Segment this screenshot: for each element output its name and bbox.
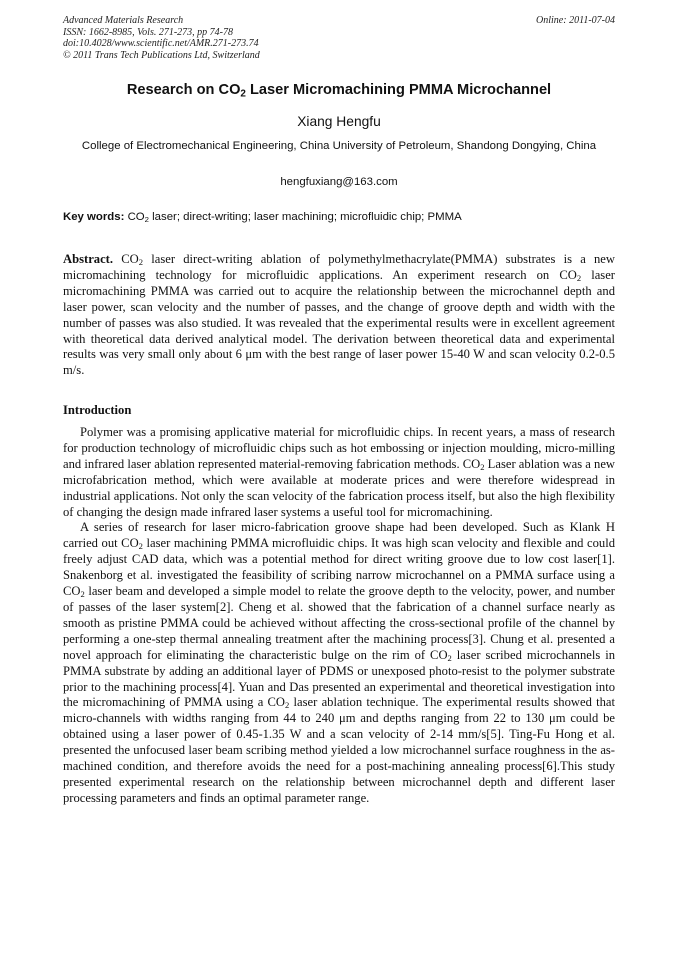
keywords-label: Key words: — [63, 211, 125, 223]
online-date: Online: 2011-07-04 — [536, 15, 615, 26]
journal-issn: ISSN: 1662-8985, Vols. 271-273, pp 74-78 — [63, 26, 233, 38]
paper-author: Xiang Hengfu — [297, 114, 381, 129]
author-affiliation: College of Electromechanical Engineering, China University of Petroleum, Shandong Dongying, China — [81, 140, 597, 152]
introduction-section — [63, 425, 615, 807]
journal-name: Advanced Materials Research — [63, 15, 184, 26]
paper-title: Research on $CO_2$ Laser Micromachining PMMA Microchannel — [126, 82, 552, 100]
abstract: Abstract. $CO_2$ laser direct-writing ablation of polymethylmethacrylate(PMMA) substrates is a new micromachining technology for microfluidic applications. An experiment research on $CO_2$ laser micromachining PMMA was carried out to acquire the relationship between the microchannel depth and laser power, scan velocity and the number of passes, and the change of groove depth and width with the number of passes was also studied. It was revealed that the experimental results were in excellent agreement with theoretical data derived analytical model. The derivation between theoretical data and experimental results was very small only about 6 μm with the best range of laser power 15-40 W and scan velocity 0.2-0.5 m/s. — [63, 252, 615, 378]
keywords: Key words: $CO_2$ laser; direct-writing; laser machining; microfluidic chip; PMMA — [63, 211, 462, 224]
author-email[interactable]: hengfuxiang@163.com — [280, 176, 398, 188]
journal-copyright: © 2011 Trans Tech Publications Ltd, Switzerland — [63, 49, 260, 61]
intro-paragraph-1: Polymer was a promising applicative material for microfluidic chips. In recent years, a mass of research for production technology of microfluidic chips such as hot embossing or injection moulding, micro-milling and infrared laser ablation represented material-removing fabrication methods. $CO_2$ Laser ablation was a new microfabrication method, which were available at moderate prices and were therefore widespread in industrial applications. Not only the scan velocity of the fabrication process itself, but also the high flexibility of changing the design made infrared laser systems a useful tool for micromachining. — [63, 425, 616, 519]
journal-doi: doi:10.4028/www.scientific.net/AMR.271-273.74 — [63, 38, 259, 49]
intro-paragraph-2: A series of research for laser micro-fabrication groove shape had been developed. Such as Klank H carried out $CO_2$ laser machining PMMA microfluidic chips. It was high scan velocity and flexible and could freely adjust CAD data, which was a potential method for direct writing groove due to low cost laser[1]. Snakenborg et al. investigated the feasibility of scribing narrow microchannel on a PMMA surface using a $CO_2$ laser beam and developed a simple model to relate the groove depth to the velocity, power, and number of passes of the laser system[2]. Cheng et al. showed that the fabrication of a channel surface nearly as smooth as pristine PMMA could be achieved without affecting the cross-sectional profile of the channel by performing a one-step thermal annealing treatment after the machining process[3]. Chung et al. presented a novel approach for eliminating the characteristic bulge on the rim of $CO_2$ laser scribed microchannels in PMMA substrate by adding an additional layer of PDMS or unexposed photo-resist to the polymer substrate prior to the machining process[4]. Yuan and Das presented an experimental and theoretical investigation into the micromachining of PMMA using a $CO_2$ laser ablation technique. The experimental results showed that micro-channels with widths ranging from 44 to 240 μm and depths ranging from 22 to 130 μm could be obtained using a laser power of 0.45-1.35 W and a scan velocity of 2-14 mm/s[5]. Ting-Fu Hong et al. presented the unfocused laser beam scribing method yielded a low microchannel surface roughness in the as-machined condition, and therefore avoids the need for a post-machining annealing process[6].This study presented experimental research on the relationship between microchannel depth and different laser processing parameters and finds an optimal parameter range. — [63, 520, 615, 805]
section-heading-introduction: Introduction — [63, 403, 132, 417]
abstract-label: Abstract. — [63, 252, 114, 266]
journal-header — [63, 15, 260, 61]
